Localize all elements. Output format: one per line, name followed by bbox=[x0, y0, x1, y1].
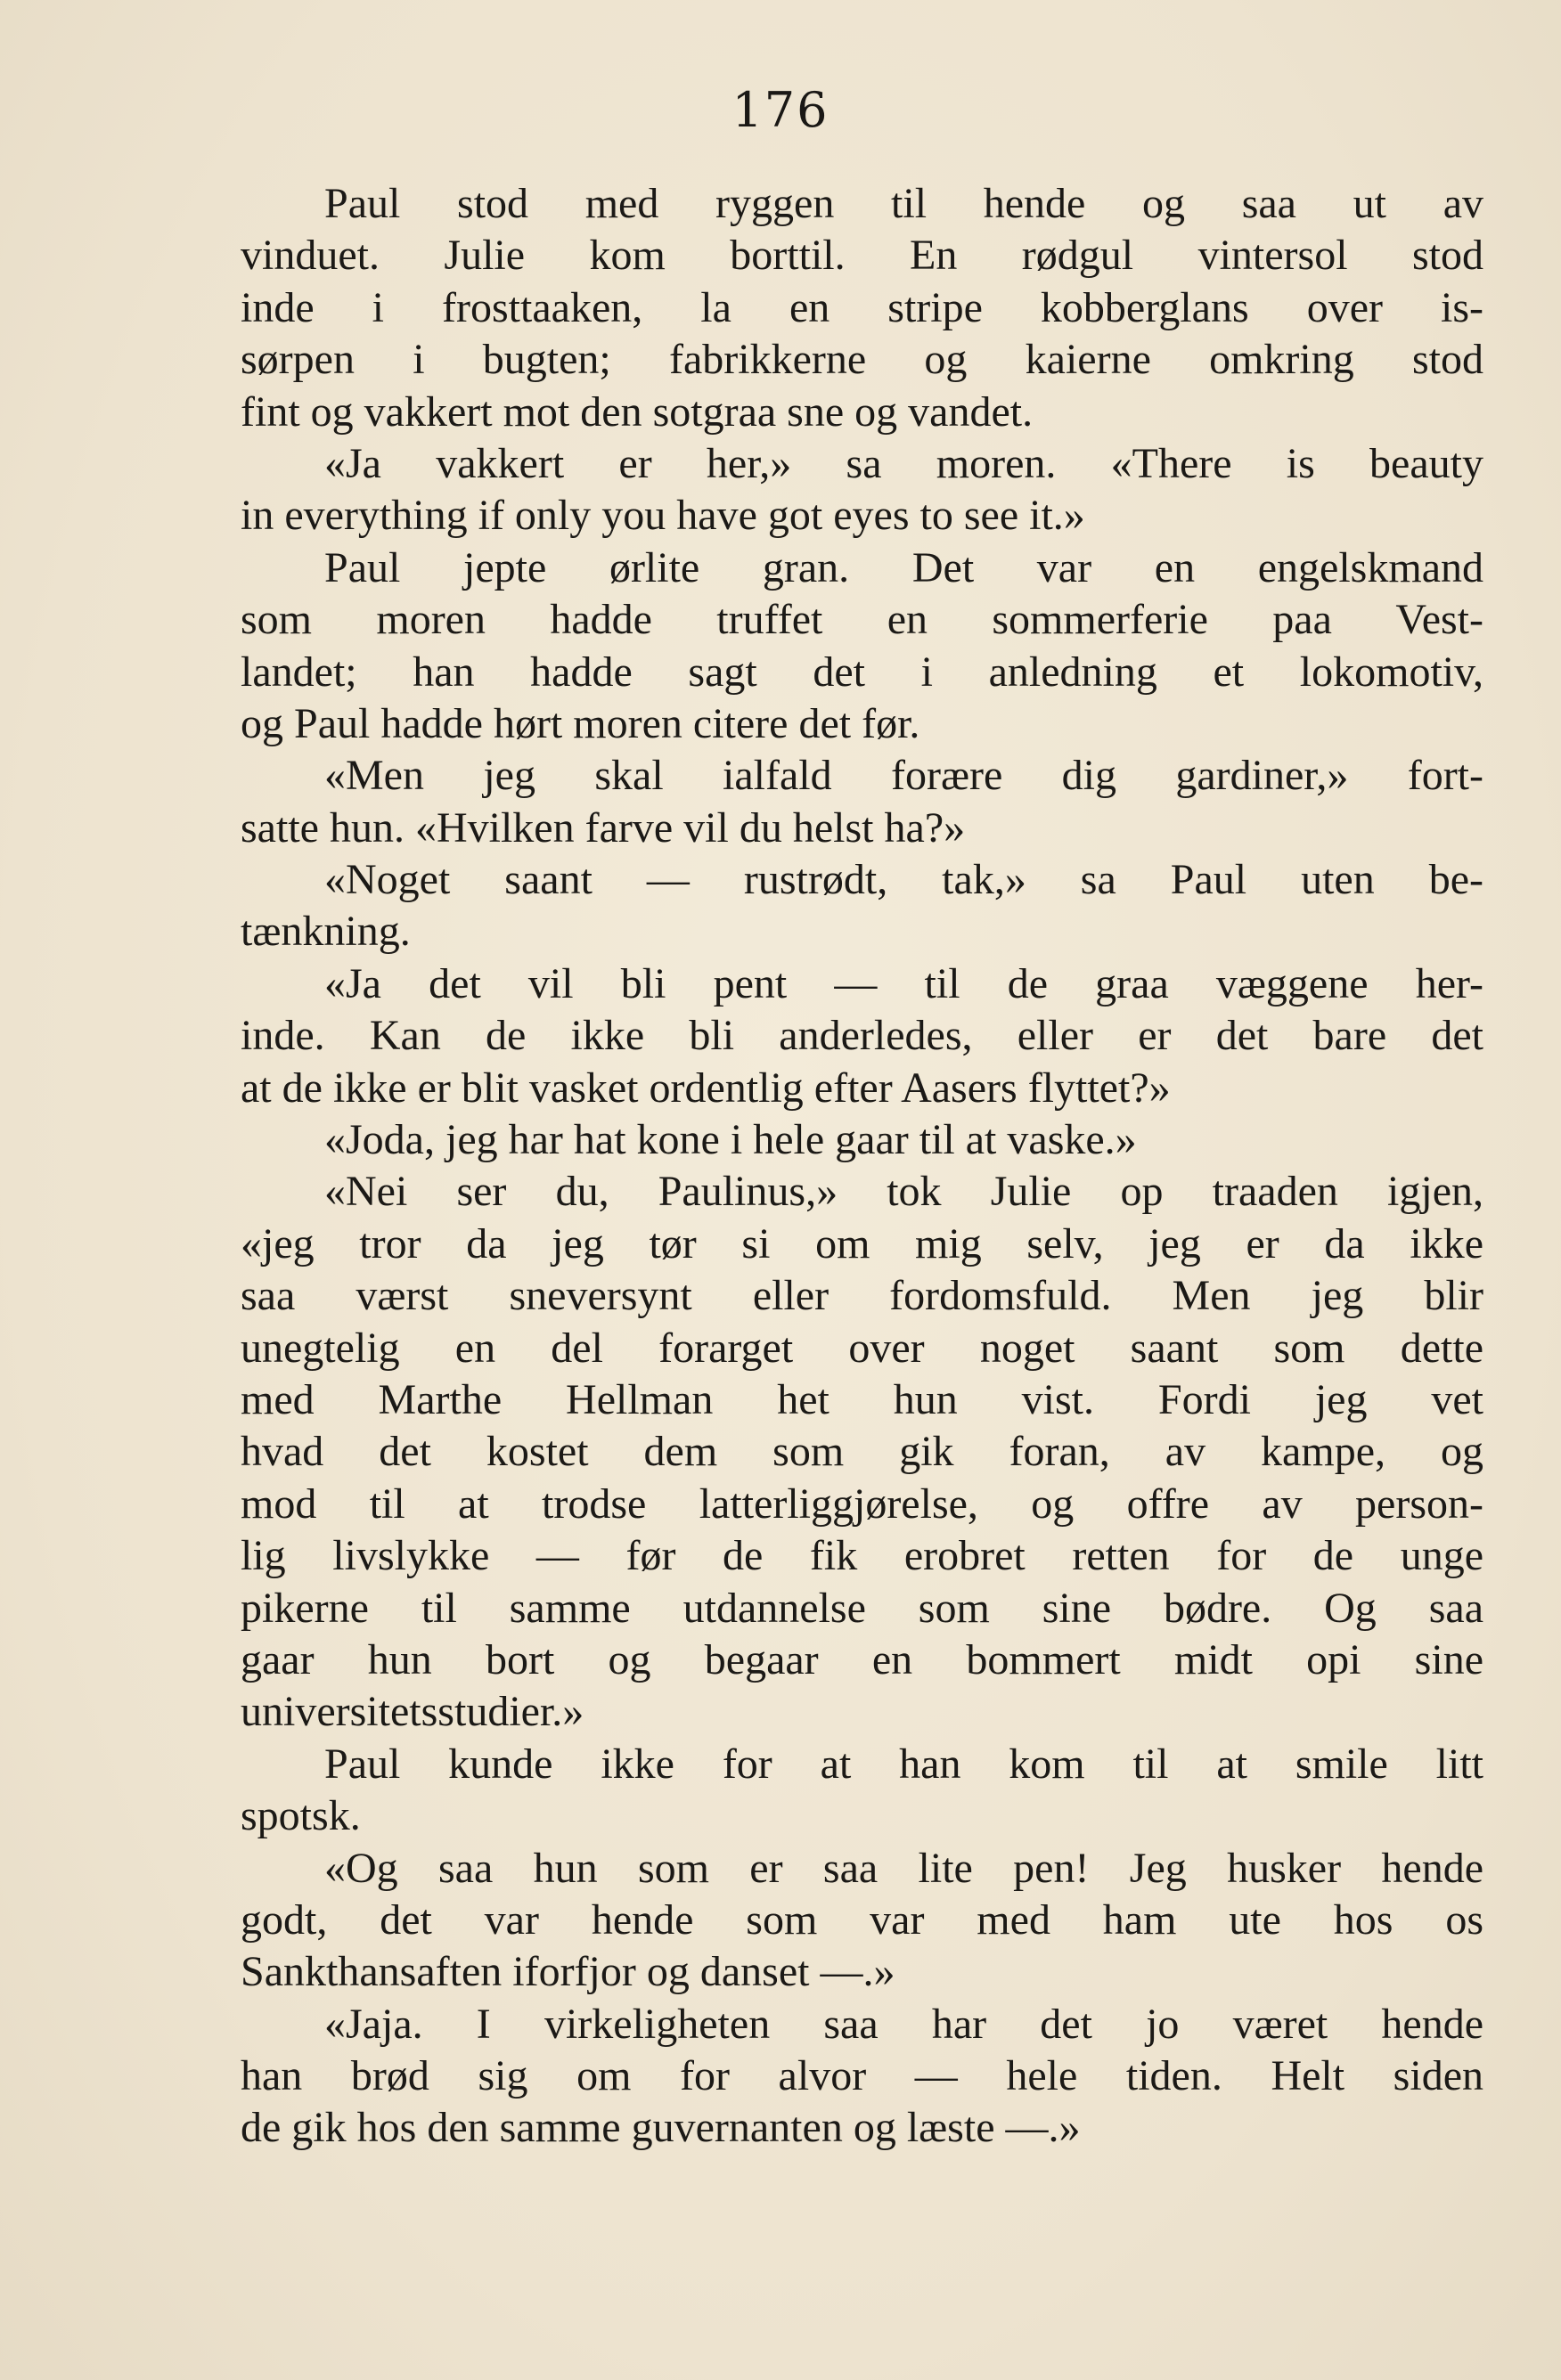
text-line: inde i frosttaaken, la en stripe kobberglans over is- bbox=[241, 283, 1483, 331]
text-line: med Marthe Hellman het hun vist. Fordi jeg vet bbox=[241, 1375, 1483, 1423]
text-line: Paul jepte ørlite gran. Det var en engelskmand bbox=[324, 543, 1483, 591]
text-line: sørpen i bugten; fabrikkerne og kaierne omkring stod bbox=[241, 336, 1483, 384]
text-line: hvad det kostet dem som gik foran, av kampe, og bbox=[241, 1428, 1483, 1476]
text-line: satte hun. «Hvilken farve vil du helst ha?» bbox=[241, 803, 966, 852]
text-line: han brød sig om for alvor — hele tiden. Helt siden bbox=[241, 2052, 1483, 2100]
text-line: Paul stod med ryggen til hende og saa ut av bbox=[324, 180, 1483, 227]
text-line: Sankthansaften iforfjor og danset —.» bbox=[241, 1948, 895, 1996]
text-line: «Men jeg skal ialfald forære dig gardiner,» fort- bbox=[324, 752, 1483, 800]
text-line: pikerne til samme utdannelse som sine bødre. Og saa bbox=[241, 1584, 1483, 1632]
text-line: inde. Kan de ikke bli anderledes, eller er det bare det bbox=[241, 1012, 1483, 1060]
text-line: at de ikke er blit vasket ordentlig efter Aasers flyttet?» bbox=[241, 1064, 1171, 1112]
text-line: tænkning. bbox=[241, 908, 411, 956]
body-text bbox=[241, 178, 1483, 2155]
text-line: «Og saa hun som er saa lite pen! Jeg husker hende bbox=[324, 1844, 1483, 1892]
text-line: mod til at trodse latterliggjørelse, og offre av person- bbox=[241, 1479, 1483, 1528]
text-line: «Joda, jeg har hat kone i hele gaar til at vaske.» bbox=[324, 1116, 1137, 1164]
text-line: «Ja vakkert er her,» sa moren. «There is beauty bbox=[324, 439, 1483, 487]
text-line: godt, det var hende som var med ham ute hos os bbox=[241, 1895, 1483, 1944]
text-line: fint og vakkert mot den sotgraa sne og vandet. bbox=[241, 387, 1034, 436]
text-line: landet; han hadde sagt det i anledning et lokomotiv, bbox=[241, 648, 1483, 696]
text-line: «Nei ser du, Paulinus,» tok Julie op traaden igjen, bbox=[324, 1168, 1483, 1216]
text-line: som moren hadde truffet en sommerferie paa Vest- bbox=[241, 596, 1483, 644]
text-line: «jeg tror da jeg tør si om mig selv, jeg er da ikke bbox=[241, 1219, 1483, 1267]
text-line: de gik hos den samme guvernanten og læste —.» bbox=[241, 2104, 1081, 2152]
text-line: saa værst sneversynt eller fordomsfuld. Men jeg blir bbox=[241, 1272, 1483, 1320]
text-line: «Jaja. I virkeligheten saa har det jo været hende bbox=[324, 2000, 1483, 2048]
page-number: 176 bbox=[731, 82, 830, 138]
text-line: universitetsstudier.» bbox=[241, 1688, 584, 1736]
text-line: in everything if only you have got eyes to see it.» bbox=[241, 492, 1085, 540]
text-line: spotsk. bbox=[241, 1792, 361, 1840]
text-line: lig livslykke — før de fik erobret retten for de unge bbox=[241, 1532, 1483, 1580]
text-line: vinduet. Julie kom borttil. En rødgul vintersol stod bbox=[241, 232, 1483, 280]
text-line: Paul kunde ikke for at han kom til at smile litt bbox=[324, 1740, 1483, 1788]
text-line: og Paul hadde hørt moren citere det før. bbox=[241, 699, 920, 747]
text-line: «Ja det vil bli pent — til de graa væggene her- bbox=[324, 959, 1483, 1007]
text-line: gaar hun bort og begaar en bommert midt opi sine bbox=[241, 1635, 1483, 1683]
text-line: «Noget saant — rustrødt, tak,» sa Paul uten be- bbox=[324, 856, 1483, 904]
text-line: unegtelig en del forarget over noget saant som dette bbox=[241, 1324, 1483, 1372]
